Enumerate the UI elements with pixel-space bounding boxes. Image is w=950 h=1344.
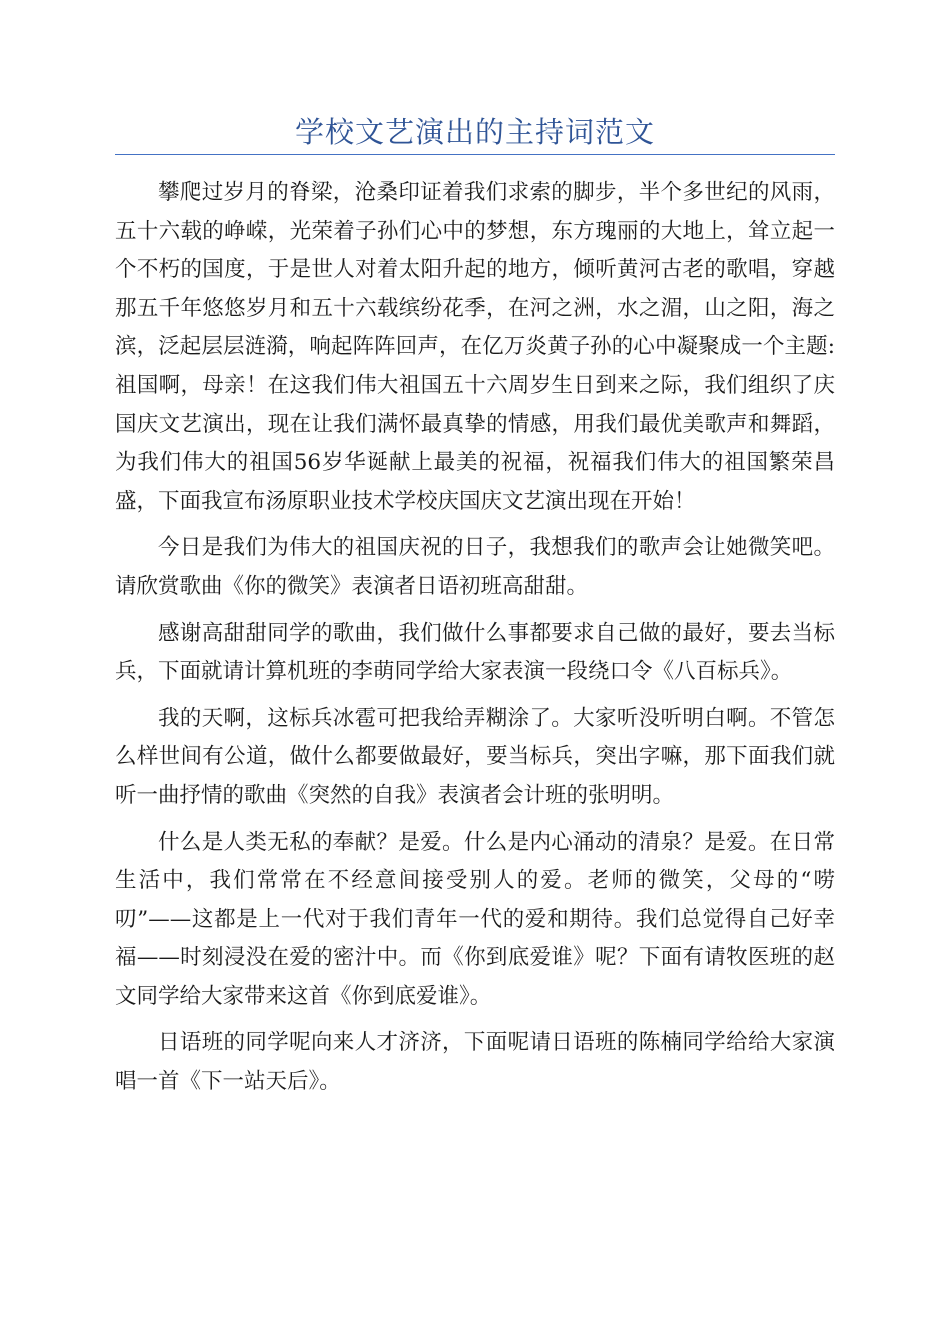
document-title: 学校文艺演出的主持词范文: [294, 115, 655, 149]
paragraph-who-do-you-love: 什么是人类无私的奉献？是爱。什么是内心涌动的清泉？是爱。在日常生活中，我们常常在不经意间接受别人的爱。老师的微笑，父母的“唠叨”——这都是上一代对于我们青年一代的爱和期待。我们总觉得自己好幸福——时刻浸没在爱的密汁中。而《你到底爱谁》呢？下面有请牧医班的赵文同学给大家带来这首《你到底爱谁》。: [115, 829, 835, 1009]
paragraph-opening: 攀爬过岁月的脊梁，沧桑印证着我们求索的脚步，半个多世纪的风雨，五十六载的峥嵘，光荣着子孙们心中的梦想，东方瑰丽的大地上，耸立起一个不朽的国度，于是世人对着太阳升起的地方，倾听黄河古老的歌唱，穿越那五千年悠悠岁月和五十六载缤纷花季，在河之洲，水之湄，山之阳，海之滨，泛起层层涟漪，响起阵阵回声，在亿万炎黄子孙的心中凝聚成一个主题:祖国啊，母亲！在这我们伟大祖国五十六周岁生日到来之际，我们组织了庆国庆文艺演出，现在让我们满怀最真挚的情感，用我们最优美歌声和舞蹈，为我们伟大的祖国56岁华诞献上最美的祝福，祝福我们伟大的祖国繁荣昌盛，下面我宣布汤原职业技术学校庆国庆文艺演出现在开始！: [115, 180, 835, 514]
title-underline: [115, 154, 835, 155]
document-body: [115, 174, 835, 1110]
paragraph-sudden-self: 我的天啊，这标兵冰雹可把我给弄糊涂了。大家听没听明白啊。不管怎么样世间有公道，做什么都要做最好，要当标兵，突出字嘛，那下面我们就听一曲抒情的歌曲《突然的自我》表演者会计班的张明明。: [115, 705, 835, 808]
paragraph-next-stop-diva: 日语班的同学呢向来人才济济，下面呢请日语班的陈楠同学给给大家演唱一首《下一站天后》。: [115, 1030, 835, 1095]
paragraph-tongue-twister: 感谢高甜甜同学的歌曲，我们做什么事都要求自己做的最好，要去当标兵，下面就请计算机班的李萌同学给大家表演一段绕口令《八百标兵》。: [115, 620, 835, 685]
paragraph-your-smile: 今日是我们为伟大的祖国庆祝的日子，我想我们的歌声会让她微笑吧。请欣赏歌曲《你的微笑》表演者日语初班高甜甜。: [115, 535, 835, 599]
